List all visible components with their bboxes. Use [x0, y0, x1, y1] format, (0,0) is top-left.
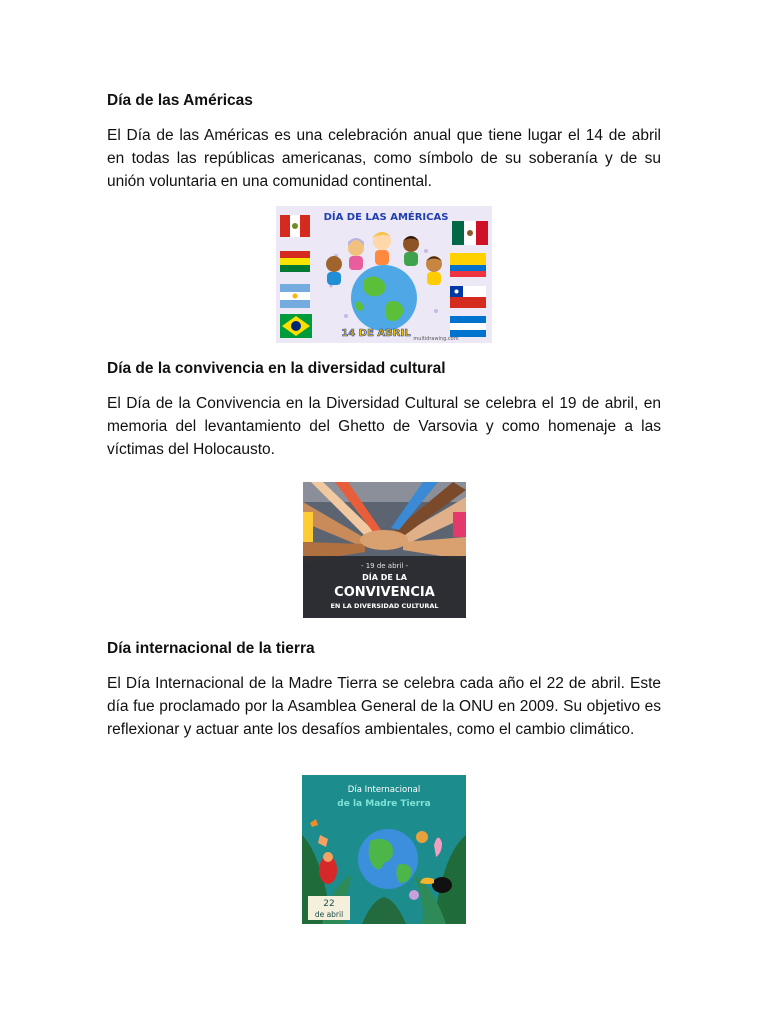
earth-date-month: de abril [314, 910, 344, 919]
earth-title-line2: de la Madre Tierra [337, 799, 431, 809]
section-paragraph-convivencia: El Día de la Convivencia en la Diversidad Cultural se celebra el 19 de abril, en memoria del levantamiento del Ghetto de Varsovia y como homenaje a las víctimas del Holocausto. [107, 395, 661, 458]
globe-icon [351, 265, 417, 331]
flag-bolivia-icon [280, 251, 310, 272]
flag-honduras-icon [450, 316, 486, 337]
section-heading-tierra: Día internacional de la tierra [107, 640, 315, 657]
earth-date-day: 22 [323, 899, 335, 909]
section-paragraph-tierra: El Día Internacional de la Madre Tierra se celebra cada año el 22 de abril. Este día fue proclamado por la Asamblea General de la ONU en 2009. Su objetivo es reflexionar y actuar ante los desafíos ambientales, como el cambio climático. [107, 675, 661, 738]
americas-date-text: 14 DE ABRIL [341, 328, 411, 339]
earth-title-line1: Día Internacional [347, 785, 421, 795]
earth-day-illustration [302, 775, 466, 924]
flag-argentina-icon [280, 284, 310, 308]
convivencia-line3-text: EN LA DIVERSIDAD CULTURAL [330, 602, 439, 610]
americas-title-text: DÍA DE LAS AMÉRICAS [323, 212, 449, 223]
americas-credit-text: multidrawing.com [413, 336, 459, 342]
section-heading-americas: Día de las Américas [107, 92, 253, 109]
convivencia-line2-text: CONVIVENCIA [334, 585, 435, 600]
americas-day-illustration [276, 206, 492, 343]
convivencia-line1-text: DÍA DE LA [362, 573, 407, 582]
convivencia-date-text: - 19 de abril - [360, 562, 409, 570]
convivencia-day-illustration [303, 482, 466, 618]
flag-peru-icon [280, 215, 310, 237]
flag-ecuador-icon [450, 253, 486, 277]
flag-brazil-icon [280, 314, 312, 338]
flag-mexico-icon [452, 221, 488, 245]
section-paragraph-americas: El Día de las Américas es una celebración anual que tiene lugar el 14 de abril en todas las repúblicas americanas, como símbolo de su soberanía y de su unión voluntaria en una comunidad continental. [107, 127, 661, 190]
earth-date-badge [308, 896, 350, 920]
earth-globe-icon [358, 829, 418, 889]
section-heading-convivencia: Día de la convivencia en la diversidad cultural [107, 360, 446, 377]
flag-chile-icon [450, 286, 486, 308]
